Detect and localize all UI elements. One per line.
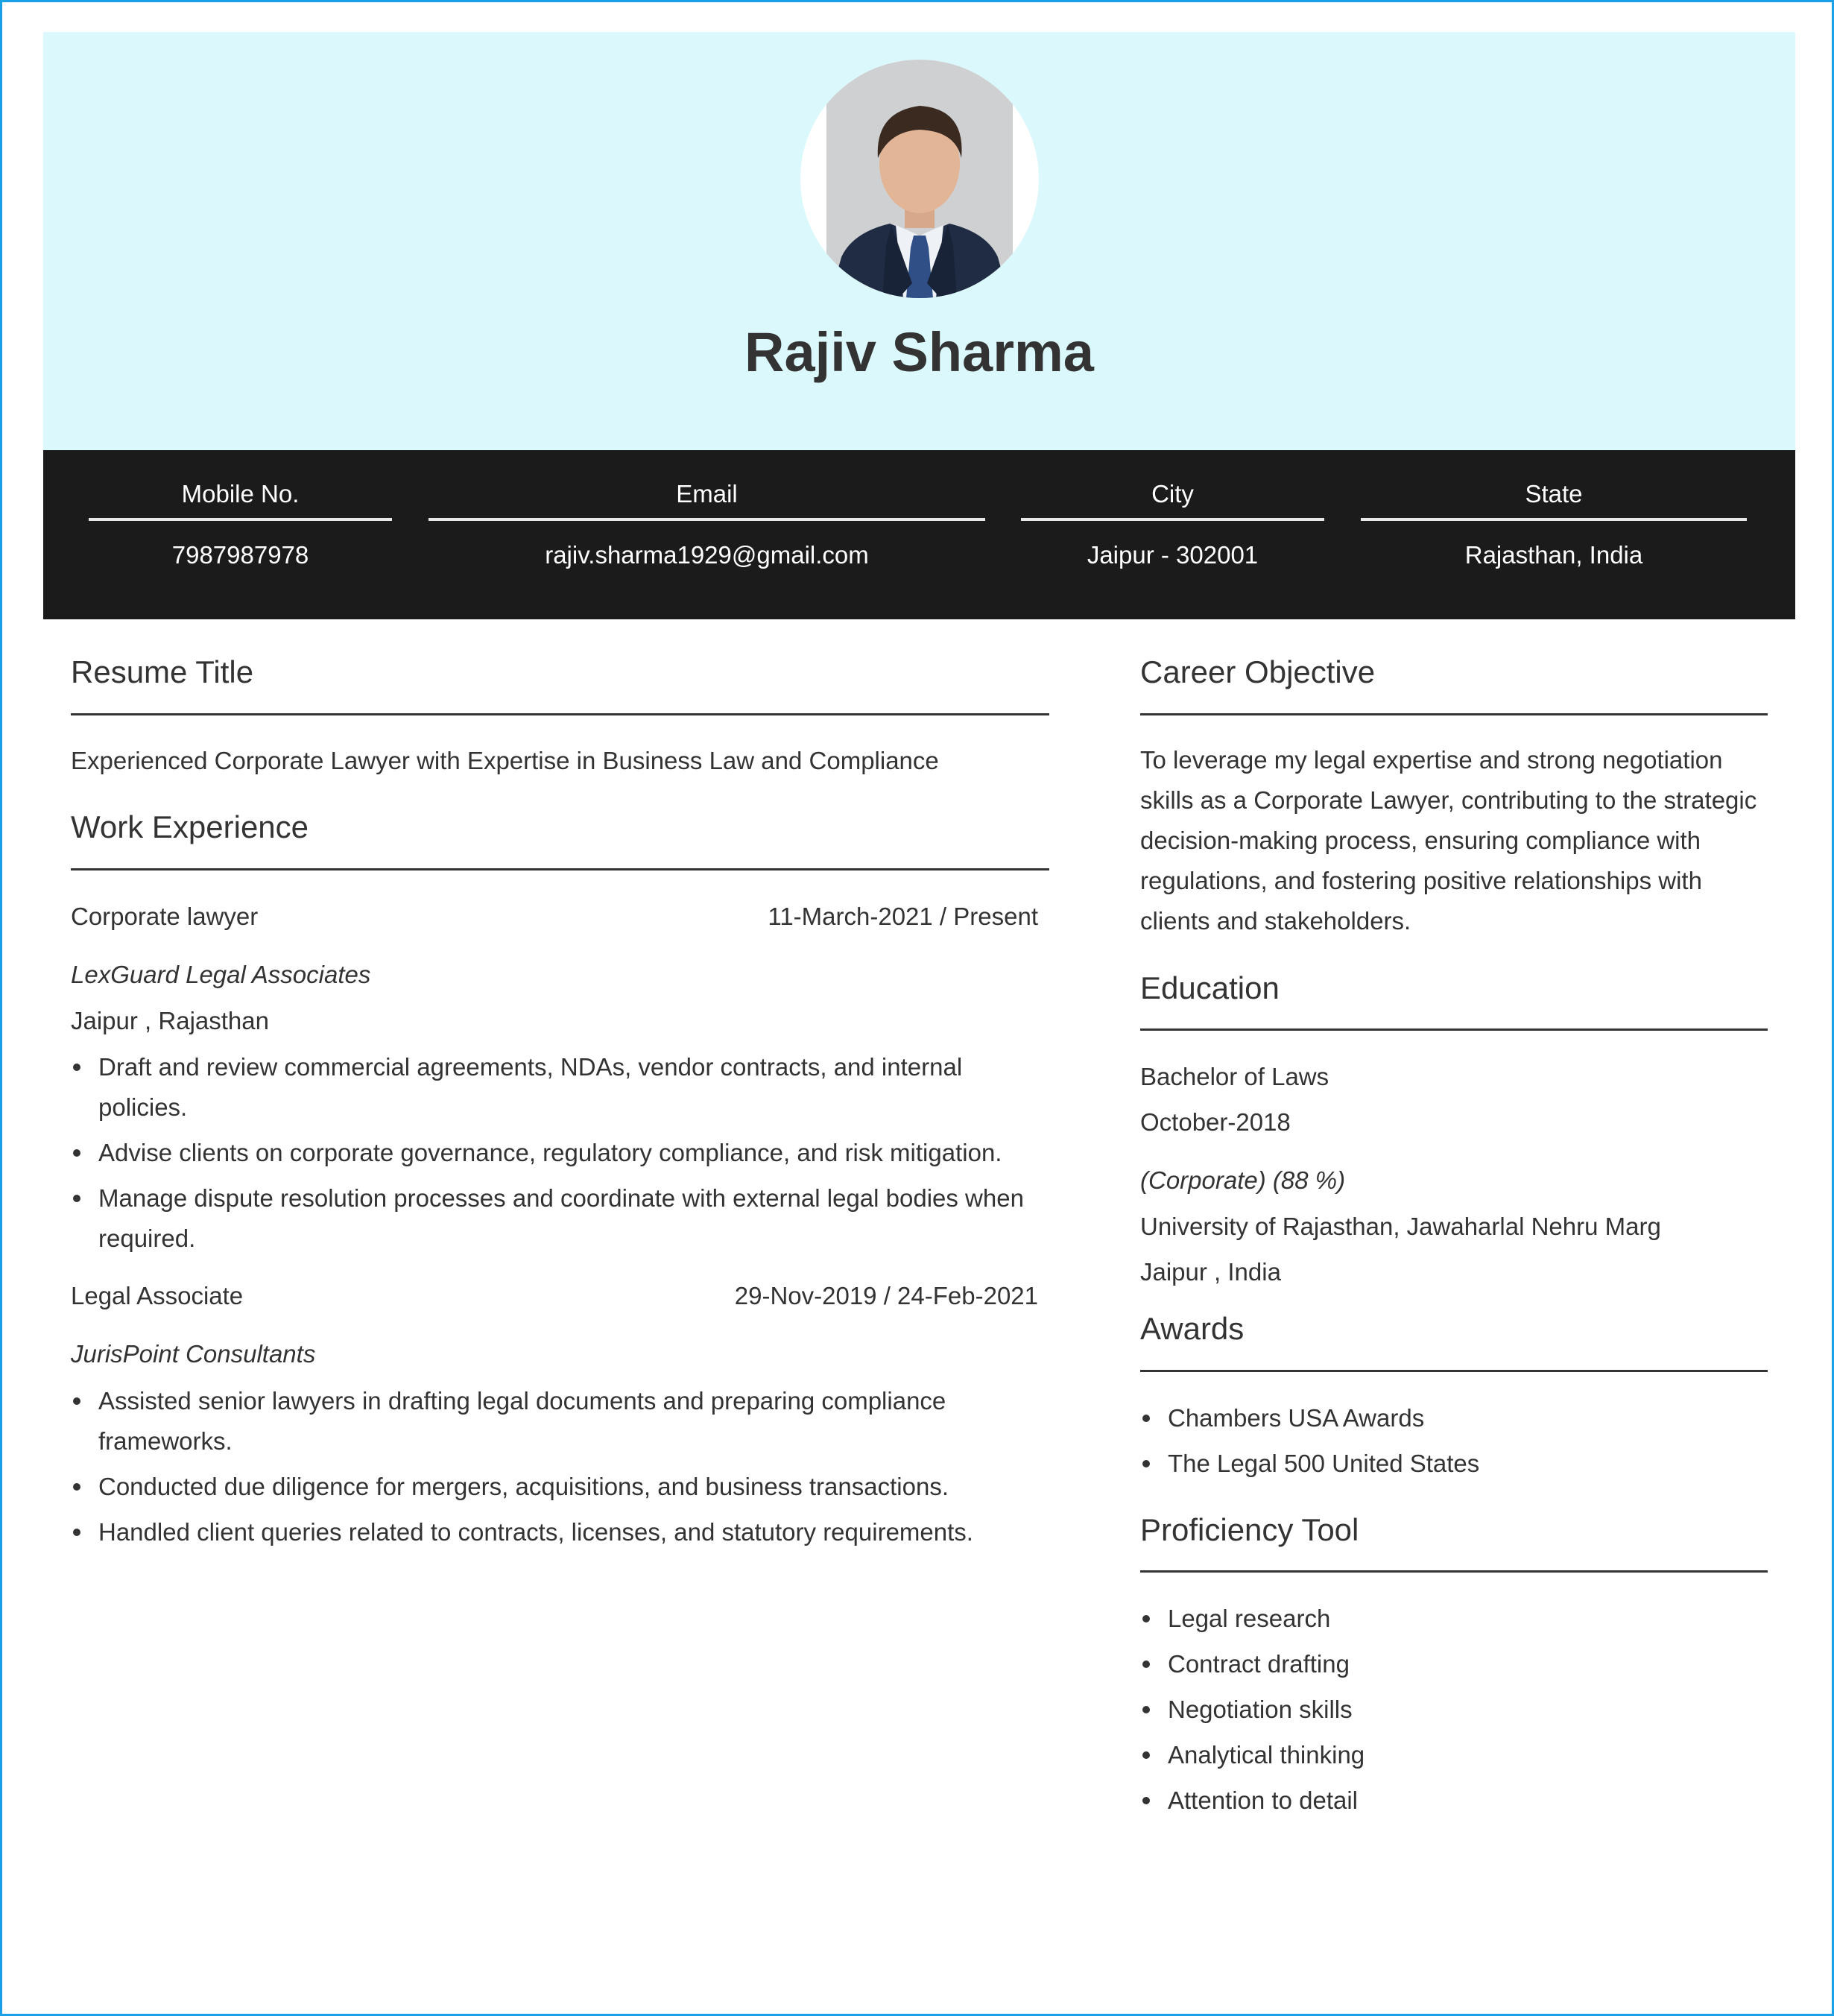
profile-photo-image — [800, 60, 1039, 298]
section-divider — [71, 713, 1049, 715]
divider — [89, 518, 392, 521]
list-item: Draft and review commercial agreements, NDAs, vendor contracts, and internal policies. — [71, 1047, 1054, 1128]
list-item: The Legal 500 United States — [1140, 1444, 1768, 1484]
education-institution: University of Rajasthan, Jawaharlal Nehru Marg — [1140, 1213, 1661, 1240]
contact-mobile-value: 7987987978 — [171, 541, 309, 569]
awards-list — [1140, 1398, 1768, 1489]
awards-heading: Awards — [1140, 1311, 1245, 1346]
job-role: Corporate lawyer — [71, 903, 259, 930]
career-objective-heading: Career Objective — [1140, 654, 1376, 689]
job-location: Jaipur , Rajasthan — [71, 1007, 269, 1034]
section-divider — [1140, 713, 1768, 715]
list-item: Chambers USA Awards — [1140, 1398, 1768, 1438]
divider — [1361, 518, 1747, 521]
contact-city — [1021, 450, 1324, 619]
section-divider — [71, 868, 1049, 870]
job-company: LexGuard Legal Associates — [71, 961, 371, 988]
proficiency-list — [1140, 1599, 1768, 1826]
job-dates: 11-March-2021 / Present — [768, 903, 1038, 930]
education-location: Jaipur , India — [1140, 1258, 1281, 1286]
candidate-name: Rajiv Sharma — [744, 321, 1094, 383]
job-dates: 29-Nov-2019 / 24-Feb-2021 — [734, 1282, 1038, 1309]
list-item: Negotiation skills — [1140, 1690, 1768, 1730]
profile-photo — [800, 60, 1039, 298]
divider — [429, 518, 985, 521]
list-item: Assisted senior lawyers in drafting legal documents and preparing compliance frameworks. — [71, 1381, 1054, 1462]
section-divider — [1140, 1028, 1768, 1031]
proficiency-heading: Proficiency Tool — [1140, 1512, 1359, 1547]
work-experience-heading: Work Experience — [71, 809, 309, 844]
resume-title-heading: Resume Title — [71, 654, 254, 689]
list-item: Advise clients on corporate governance, regulatory compliance, and risk mitigation. — [71, 1133, 1054, 1173]
job-company: JurisPoint Consultants — [71, 1340, 316, 1368]
job-role: Legal Associate — [71, 1282, 244, 1309]
list-item: Handled client queries related to contracts, licenses, and statutory requirements. — [71, 1512, 1054, 1552]
contact-email-value[interactable]: rajiv.sharma1929@gmail.com — [545, 541, 869, 569]
job-responsibilities — [71, 1381, 1054, 1558]
education-degree: Bachelor of Laws — [1140, 1063, 1329, 1090]
contact-city-label: City — [1151, 480, 1194, 508]
education-date: October-2018 — [1140, 1108, 1291, 1136]
list-item: Analytical thinking — [1140, 1735, 1768, 1775]
resume-title-text: Experienced Corporate Lawyer with Expertise in Business Law and Compliance — [71, 747, 939, 774]
contact-city-value: Jaipur - 302001 — [1087, 541, 1259, 569]
list-item: Legal research — [1140, 1599, 1768, 1639]
list-item: Conducted due diligence for mergers, acquisitions, and business transactions. — [71, 1467, 1054, 1507]
contact-mobile-label: Mobile No. — [181, 480, 300, 508]
contact-email-label: Email — [676, 480, 738, 508]
section-divider — [1140, 1570, 1768, 1573]
education-heading: Education — [1140, 970, 1280, 1005]
career-objective-text: To leverage my legal expertise and strong negotiation skills as a Corporate Lawyer, contributing to the strategic decision-making process, ensuring compliance with regulations, and fostering positive relationships with clients and stakeholders. — [1140, 746, 1757, 935]
education-specialization: (Corporate) (88 %) — [1140, 1166, 1346, 1194]
contact-email — [429, 450, 985, 619]
list-item: Manage dispute resolution processes and coordinate with external legal bodies when required. — [71, 1178, 1054, 1259]
job-responsibilities — [71, 1047, 1054, 1264]
contact-state-label: State — [1525, 480, 1583, 508]
list-item: Contract drafting — [1140, 1644, 1768, 1684]
list-item: Attention to detail — [1140, 1780, 1768, 1821]
contact-bar — [43, 450, 1795, 619]
contact-state-value: Rajasthan, India — [1464, 541, 1643, 569]
contact-mobile — [89, 450, 392, 619]
section-divider — [1140, 1370, 1768, 1372]
contact-state — [1361, 450, 1747, 619]
divider — [1021, 518, 1324, 521]
